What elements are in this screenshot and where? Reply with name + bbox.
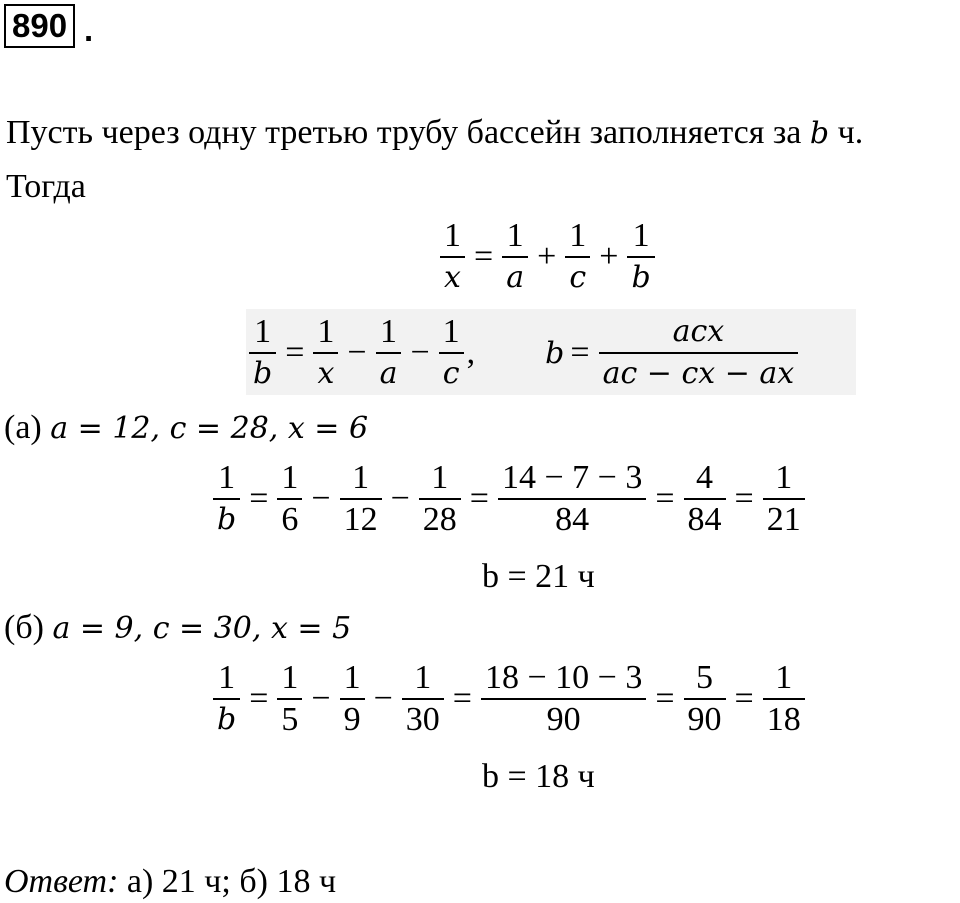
part-a-values: a = 12, c = 28, x = 6: [50, 411, 369, 446]
answer-text: а) 21 ч; б) 18 ч: [126, 863, 337, 900]
fraction: $\frac{1}{b}$: [249, 312, 276, 394]
fraction: $\frac{\text{acx}}{ac - cx - ax}$: [599, 312, 799, 394]
part-b-given: [4, 608, 351, 649]
intro-text-end: ч.: [837, 114, 864, 151]
fraction: $\frac{1}{6}$: [277, 458, 302, 540]
formula-derived: $\frac{1}{b}$ = $\frac{1}{x}$ − $\frac{1}{a}$ − $\frac{1}{c}$ , b = $\frac{\text{acx}}{ac - cx - ax}$: [246, 312, 801, 394]
problem-number-text: 890: [12, 7, 68, 44]
part-a-given: [4, 408, 368, 449]
fraction: $\frac{1}{b}$: [627, 216, 654, 298]
intro-var-b: b: [809, 116, 830, 151]
part-b-label: (б): [4, 609, 44, 646]
fraction: $\frac{1}{c}$: [565, 216, 590, 298]
part-b-calc: $\frac{1}{b}$ = $\frac{1}{5}$ − $\frac{1}{9}$ − $\frac{1}{30}$ = $\frac{18 - 10 - 3}{90}$ = $\frac{5}{90}$ = $\frac{1}{18}$: [210, 658, 808, 740]
fraction: $\frac{1}{x}$: [313, 312, 338, 394]
fraction: $\frac{14 - 7 - 3}{84}$: [498, 458, 646, 540]
fraction: $\frac{1}{b}$: [213, 658, 240, 740]
fraction: $\frac{1}{28}$: [419, 458, 461, 540]
fraction: $\frac{1}{x}$: [440, 216, 465, 298]
fraction: $\frac{1}{18}$: [763, 658, 805, 740]
fraction: $\frac{1}{c}$: [439, 312, 464, 394]
intro-line-2: Тогда: [6, 168, 86, 205]
fraction: $\frac{1}{21}$: [763, 458, 805, 540]
part-a-result: b = 21 ч: [482, 558, 595, 595]
problem-number-dot: .: [84, 11, 94, 48]
fraction: $\frac{1}{12}$: [340, 458, 382, 540]
fraction: $\frac{1}{a}$: [376, 312, 402, 394]
part-b-values: a = 9, c = 30, x = 5: [52, 611, 352, 646]
problem-number: [4, 4, 75, 48]
fraction: $\frac{18 - 10 - 3}{90}$: [481, 658, 646, 740]
fraction: $\frac{5}{90}$: [684, 658, 726, 740]
formula-main: $\frac{1}{x}$ = $\frac{1}{a}$ + $\frac{1}{c}$ + $\frac{1}{b}$: [437, 216, 658, 298]
fraction: $\frac{4}{84}$: [684, 458, 726, 540]
answer-line: [4, 862, 336, 902]
part-b-result: b = 18 ч: [482, 758, 595, 795]
answer-label: Ответ:: [4, 863, 119, 900]
fraction: $\frac{1}{5}$: [277, 658, 302, 740]
part-a-calc: $\frac{1}{b}$ = $\frac{1}{6}$ − $\frac{1}{12}$ − $\frac{1}{28}$ = $\frac{14 - 7 - 3}{84}$ = $\frac{4}{84}$ = $\frac{1}{21}$: [210, 458, 808, 540]
fraction: $\frac{1}{9}$: [340, 658, 365, 740]
intro-line-1: [6, 113, 863, 154]
fraction: $\frac{1}{30}$: [402, 658, 444, 740]
intro-text: Пусть через одну третью трубу бассейн заполняется за: [6, 114, 802, 151]
fraction: $\frac{1}{b}$: [213, 458, 240, 540]
fraction: $\frac{1}{a}$: [502, 216, 528, 298]
part-a-label: (а): [4, 409, 42, 446]
